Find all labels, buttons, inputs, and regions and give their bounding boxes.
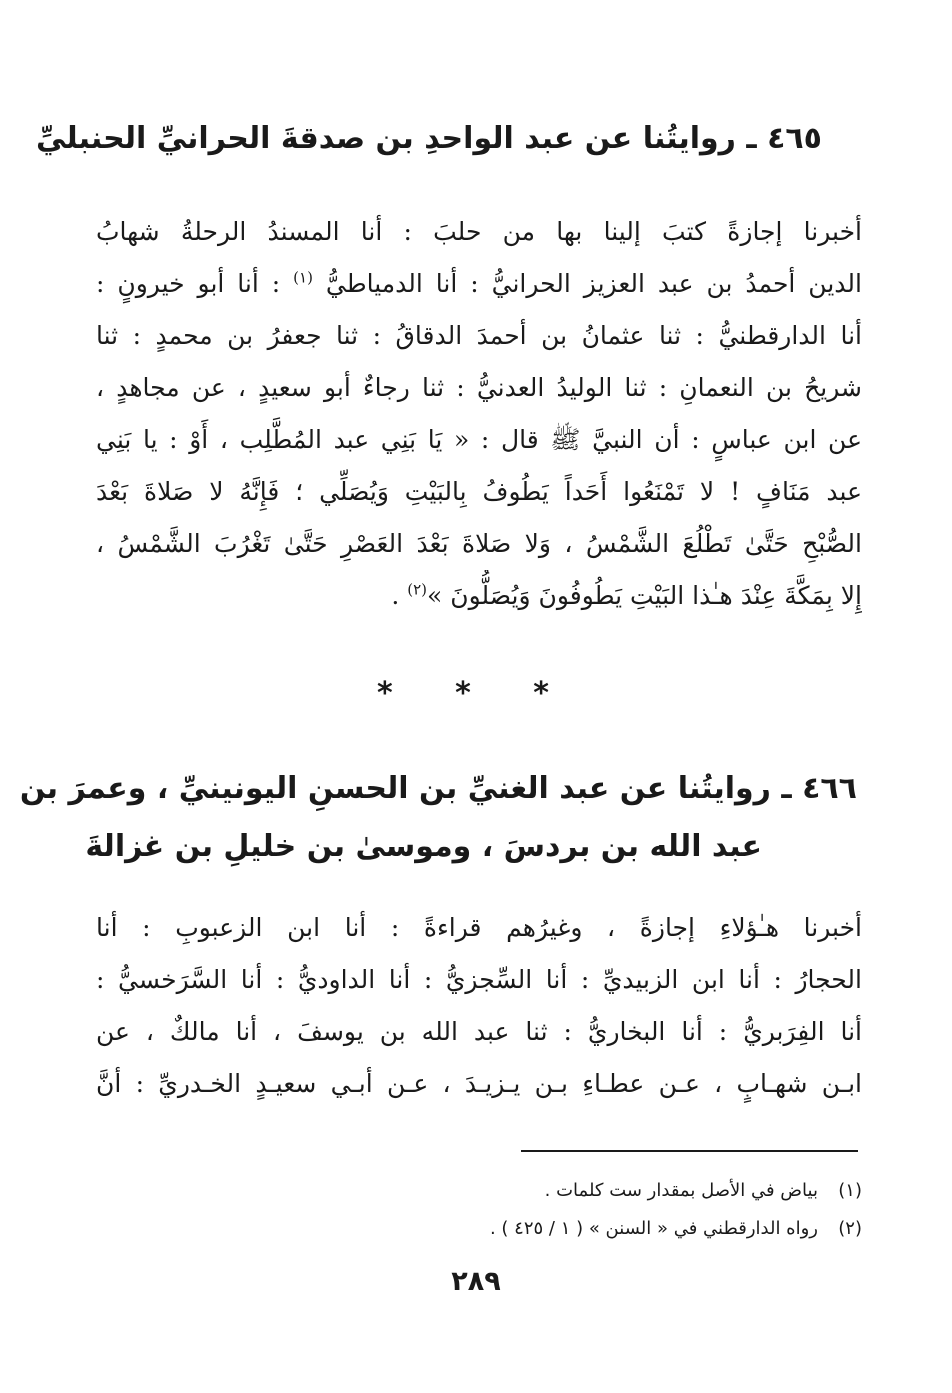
- section-heading-465: ٤٦٥ ـ روايتُنا عن عبد الواحدِ بن صدقةَ الحرانيِّ الحنبليِّ: [36, 121, 822, 156]
- section-466-text: [96, 902, 862, 1110]
- text-line: الحجارُ : أنا ابن الزبيديِّ : أنا السِّجزيُّ : أنا الداوديُّ : أنا السَّرَخسيُّ :: [96, 965, 862, 994]
- text-line: عن ابن عباسٍ : أن النبيَّ ﷺ قال : « يَا بَنِي عبد المُطَّلِب ، أَوْ : يا بَنِي: [96, 425, 862, 454]
- section-heading-466: [19, 760, 857, 876]
- footnote-number: (٢): [838, 1218, 862, 1239]
- footnote-divider: [521, 1150, 858, 1152]
- footnote-number: (١): [838, 1180, 862, 1201]
- text-segment: إِلا بِمَكَّةَ عِنْدَ هـٰذا البَيْتِ يَطُوفُونَ وَيُصَلُّونَ »: [427, 581, 862, 610]
- text-segment: .: [391, 581, 408, 610]
- text-segment: : أنا أبو خيرونٍ :: [96, 269, 294, 298]
- text-line: ابـن شهـابٍ ، عـن عطـاءِ بـن يـزيـدَ ، عـن أبـي سعيـدٍ الخـدريِّ : أنَّ: [96, 1069, 862, 1098]
- text-line: أنا الفِرَبريُّ : أنا البخاريُّ : ثنا عبد الله بن يوسفَ ، أنا مالكٌ ، عن: [96, 1017, 862, 1046]
- section-465-text: [96, 206, 862, 622]
- footnote-ref[interactable]: (١): [293, 268, 313, 287]
- text-line: [96, 258, 862, 310]
- page-number: ٢٨٩: [451, 1266, 501, 1297]
- footnotes: [250, 1172, 862, 1248]
- text-segment: الدين أحمدُ بن عبد العزيز الحرانيُّ : أنا الدمياطيُّ: [325, 269, 862, 298]
- footnote-ref[interactable]: (٢): [407, 580, 428, 599]
- footnote: [250, 1210, 862, 1248]
- text-line: عبد مَنَافٍ ! لا تَمْنَعُوا أَحَداً يَطُوفُ بِالبَيْتِ وَيُصَلِّي ؛ فَإِنَّهُ لا صَلاةَ بَعْدَ: [96, 477, 862, 506]
- text-line: أخبرنا هـٰؤلاءِ إجازةً ، وغيرُهم قراءةً : أنا ابن الزعبوبِ : أنا: [96, 913, 862, 942]
- footnote-text: بياض في الأصل بمقدار ست كلمات .: [544, 1180, 818, 1201]
- footnote-text: رواه الدارقطني في « السنن » ( ١ / ٤٢٥ ) .: [489, 1218, 818, 1239]
- footnote: [250, 1172, 862, 1210]
- text-line: أخبرنا إجازةً كتبَ إلينا بها من حلبَ : أنا المسندُ الرحلةُ شهابُ: [96, 217, 862, 246]
- text-line: شريحُ بن النعمانِ : ثنا الوليدُ العدنيُّ : ثنا رجاءٌ أبو سعيدٍ ، عن مجاهدٍ ،: [96, 373, 862, 402]
- text-line: [96, 570, 862, 622]
- heading-line: عبد الله بن بردسَ ، وموسىٰ بن خليلِ بن غزالةَ: [85, 829, 762, 864]
- text-line: الصُّبْحِ حَتَّىٰ تَطْلُعَ الشَّمْسُ ، وَلا صَلاةَ بَعْدَ العَصْرِ حَتَّىٰ تَغْرُبَ الشَّمْسُ ،: [96, 529, 862, 558]
- heading-line: ٤٦٦ ـ روايتُنا عن عبد الغنيِّ بن الحسنِ اليونينيِّ ، وعمرَ بن: [19, 771, 857, 806]
- text-line: أنا الدارقطنيُّ : ثنا عثمانُ بن أحمدَ الدقاقُ : ثنا جعفرُ بن محمدٍ : ثنا: [96, 321, 862, 350]
- section-separator: * * *: [377, 676, 575, 711]
